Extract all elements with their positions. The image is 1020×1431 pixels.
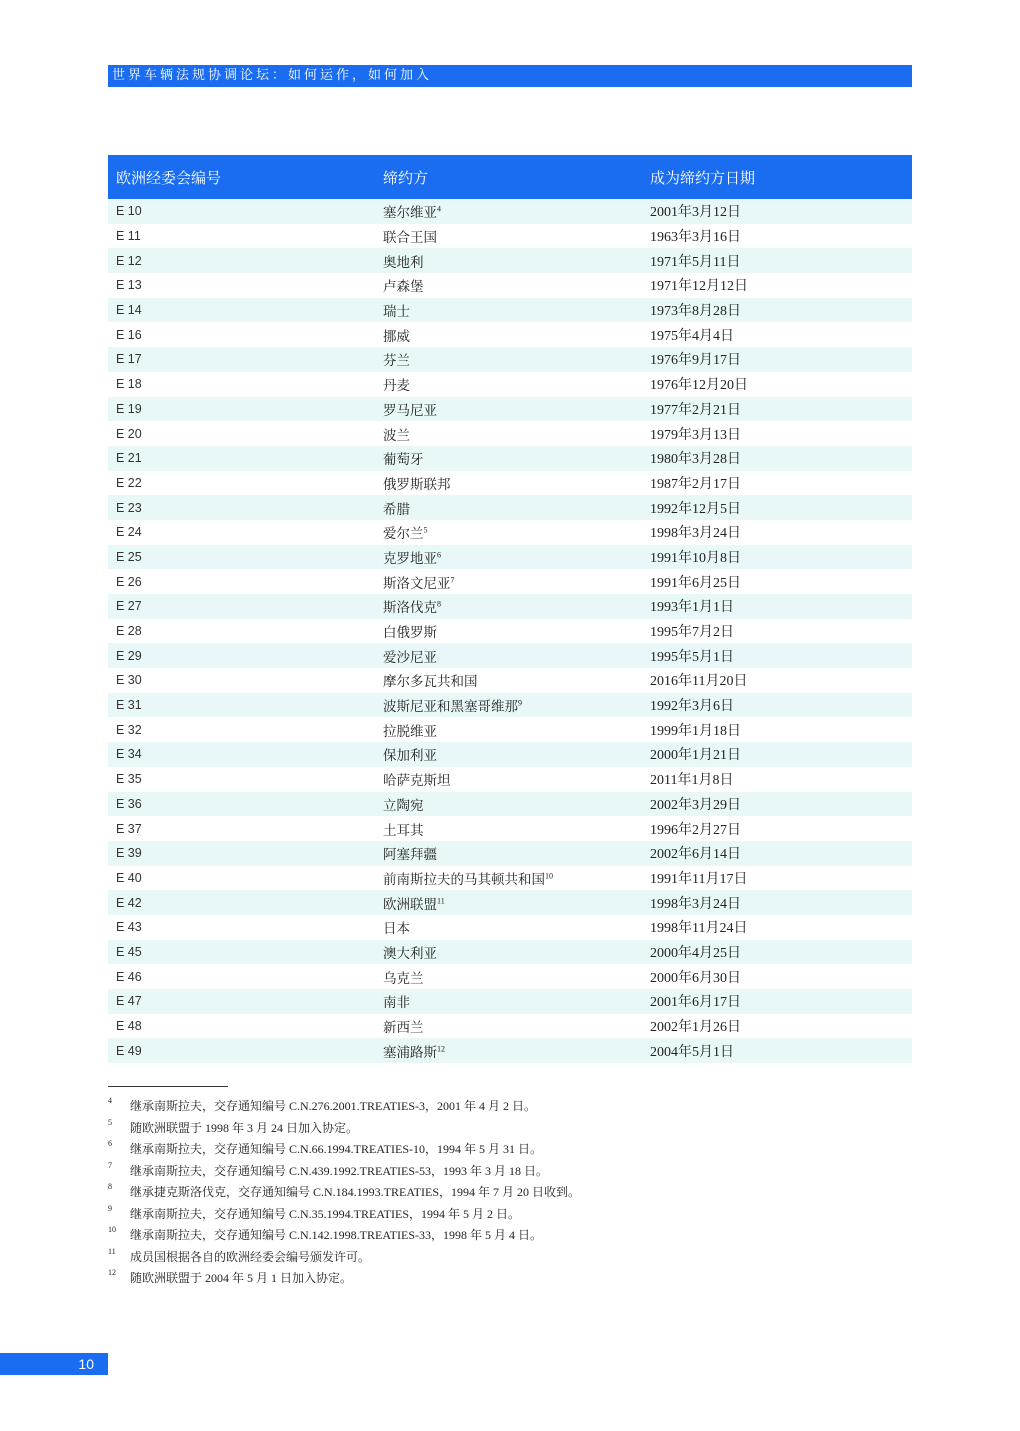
cell-date: 1991年10月8日	[650, 550, 741, 566]
cell-party	[375, 720, 642, 740]
cell-party	[375, 275, 642, 295]
cell-date: 1975年4月4日	[650, 328, 734, 344]
footnote-number: 5	[108, 1117, 112, 1127]
table-row	[108, 890, 912, 915]
footnote-number: 6	[108, 1139, 112, 1148]
footnote-text: 随欧洲联盟于 1998 年 3 月 24 日加入协定。	[130, 1120, 359, 1135]
cell-date: 1995年7月2日	[650, 625, 734, 641]
cell-code: E 12	[116, 253, 142, 268]
footnote-ref[interactable]: 8	[437, 599, 441, 609]
cell-party	[375, 967, 642, 987]
cell-date: 1976年9月17日	[650, 353, 741, 369]
cell-date: 1991年6月25日	[650, 575, 741, 591]
table-row	[108, 397, 912, 422]
table-row	[108, 248, 912, 273]
table-row	[108, 495, 912, 520]
party-name: 澳大利亚	[383, 945, 437, 962]
cell-date: 1973年8月28日	[650, 304, 741, 320]
cell-party	[375, 596, 642, 616]
party-name: 联合王国	[383, 230, 437, 247]
cell-date: 1992年3月6日	[650, 699, 734, 715]
party-name: 前南斯拉夫的马其顿共和国	[383, 871, 545, 888]
cell-code: E 17	[116, 352, 142, 367]
cell-code: E 48	[116, 1019, 142, 1034]
table-row	[108, 199, 912, 224]
cell-code: E 46	[116, 969, 142, 984]
party-name: 芬兰	[383, 353, 410, 370]
cell-code: E 21	[116, 451, 142, 466]
cell-date: 1998年11月24日	[650, 921, 748, 937]
footnotes	[108, 1095, 912, 1289]
cell-date: 1992年12月5日	[650, 501, 741, 517]
table-row	[108, 989, 912, 1014]
cell-date: 1998年3月24日	[650, 896, 741, 912]
party-name: 乌克兰	[383, 970, 424, 987]
party-name: 南非	[383, 995, 410, 1012]
table-row	[108, 569, 912, 594]
cell-code: E 27	[116, 599, 142, 614]
table-row	[108, 717, 912, 742]
footnote-number: 12	[108, 1268, 116, 1277]
table-row	[108, 841, 912, 866]
footnote-text: 继承南斯拉夫，交存通知编号 C.N.276.2001.TREATIES-3，2001 年 4 月 2 日。	[130, 1099, 536, 1114]
cell-date: 2001年6月17日	[650, 995, 741, 1011]
footnote-text: 继承南斯拉夫，交存通知编号 C.N.439.1992.TREATIES-53，1993 年 3 月 18 日。	[130, 1163, 548, 1178]
footnote	[108, 1117, 912, 1139]
cell-code: E 30	[116, 673, 142, 688]
party-name: 摩尔多瓦共和国	[383, 674, 478, 691]
party-name: 阿塞拜疆	[383, 847, 437, 864]
cell-date: 1999年1月18日	[650, 723, 741, 739]
cell-code: E 35	[116, 772, 142, 787]
cell-code: E 39	[116, 846, 142, 861]
table-row	[108, 792, 912, 817]
footnote-ref[interactable]: 6	[437, 550, 441, 560]
cell-party	[375, 1041, 642, 1061]
footnote-text: 成员国根据各自的欧洲经委会编号颁发许可。	[130, 1249, 371, 1264]
cell-code: E 14	[116, 303, 142, 318]
cell-code: E 10	[116, 204, 142, 219]
cell-code: E 18	[116, 377, 142, 392]
cell-code: E 42	[116, 895, 142, 910]
cell-date: 1977年2月21日	[650, 402, 741, 418]
cell-party	[375, 819, 642, 839]
table-row	[108, 693, 912, 718]
cell-code: E 20	[116, 426, 142, 441]
footnote	[108, 1160, 912, 1182]
table-row	[108, 964, 912, 989]
cell-code: E 24	[116, 525, 142, 540]
party-name: 斯洛伐克	[383, 600, 437, 617]
cell-date: 2004年5月1日	[650, 1044, 734, 1060]
party-name: 丹麦	[383, 378, 410, 395]
cell-date: 2002年3月29日	[650, 797, 741, 813]
table-row	[108, 298, 912, 323]
cell-party	[375, 917, 642, 937]
cell-party	[375, 893, 642, 913]
cell-party	[375, 522, 642, 542]
table-row	[108, 1014, 912, 1039]
party-name: 拉脱维亚	[383, 723, 437, 740]
cell-party	[375, 572, 642, 592]
party-name: 立陶宛	[383, 797, 424, 814]
footnote-text: 继承捷克斯洛伐克，交存通知编号 C.N.184.1993.TREATIES，1994 年 7 月 20 日收到。	[130, 1185, 581, 1200]
cell-date: 1996年2月27日	[650, 822, 741, 838]
table-row	[108, 816, 912, 841]
footnote-ref[interactable]: 9	[518, 698, 522, 708]
party-name: 土耳其	[383, 822, 424, 839]
table-row	[108, 1038, 912, 1063]
cell-code: E 32	[116, 722, 142, 737]
party-name: 挪威	[383, 328, 410, 345]
table-row	[108, 643, 912, 668]
party-name: 爱沙尼亚	[383, 649, 437, 666]
table-row	[108, 372, 912, 397]
table-row	[108, 545, 912, 570]
cell-code: E 34	[116, 747, 142, 762]
table-row	[108, 224, 912, 249]
cell-code: E 28	[116, 624, 142, 639]
table-row	[108, 742, 912, 767]
party-name: 葡萄牙	[383, 452, 424, 469]
table-row	[108, 421, 912, 446]
cell-party	[375, 349, 642, 369]
cell-party	[375, 621, 642, 641]
footnote-ref[interactable]: 5	[423, 525, 428, 535]
cell-date: 1995年5月1日	[650, 649, 734, 665]
cell-code: E 37	[116, 821, 142, 836]
footnote	[108, 1181, 912, 1203]
table-row	[108, 471, 912, 496]
cell-code: E 31	[116, 698, 142, 713]
cell-code: E 22	[116, 475, 142, 490]
table-row	[108, 619, 912, 644]
cell-date: 1980年3月28日	[650, 452, 741, 468]
cell-date: 1979年3月13日	[650, 427, 741, 443]
cell-code: E 40	[116, 870, 142, 885]
cell-code: E 23	[116, 500, 142, 515]
footnote-ref[interactable]: 12	[437, 1044, 445, 1054]
cell-party	[375, 498, 642, 518]
cell-date: 2016年11月20日	[650, 674, 748, 690]
footnote	[108, 1224, 912, 1246]
cell-date: 2011年1月8日	[650, 773, 734, 789]
cell-party	[375, 473, 642, 493]
party-name: 爱尔兰	[383, 526, 424, 543]
party-name: 瑞士	[383, 304, 410, 321]
party-name: 希腊	[383, 501, 410, 518]
cell-code: E 29	[116, 648, 142, 663]
cell-code: E 47	[116, 994, 142, 1009]
contracting-parties-table	[108, 155, 912, 1063]
footnote-ref[interactable]: 4	[437, 204, 441, 214]
footnote-number: 8	[108, 1182, 112, 1191]
table-row	[108, 273, 912, 298]
table-row	[108, 594, 912, 619]
party-name: 欧洲联盟	[383, 896, 437, 913]
party-name: 白俄罗斯	[383, 625, 437, 642]
party-name: 波斯尼亚和黑塞哥维那	[383, 699, 518, 716]
party-name: 日本	[383, 921, 410, 938]
cell-date: 2000年6月30日	[650, 970, 741, 986]
cell-party	[375, 646, 642, 666]
party-name: 斯洛文尼亚	[383, 575, 451, 592]
footnote	[108, 1203, 912, 1225]
cell-date: 1991年11月17日	[650, 871, 748, 887]
footnote-text: 继承南斯拉夫，交存通知编号 C.N.35.1994.TREATIES，1994 年 5 月 2 日。	[130, 1206, 521, 1221]
cell-code: E 11	[116, 229, 141, 244]
cell-party	[375, 942, 642, 962]
footnote-number: 9	[108, 1203, 112, 1213]
cell-date: 2000年4月25日	[650, 945, 741, 961]
cell-date: 2002年1月26日	[650, 1020, 741, 1036]
cell-party	[375, 547, 642, 567]
cell-party	[375, 251, 642, 271]
footnote-number: 11	[108, 1246, 116, 1256]
cell-date: 2002年6月14日	[650, 847, 741, 863]
cell-party	[375, 868, 642, 888]
cell-party	[375, 300, 642, 320]
table-row	[108, 347, 912, 372]
cell-party	[375, 794, 642, 814]
party-name: 塞尔维亚	[383, 205, 437, 222]
party-name: 塞浦路斯	[383, 1044, 437, 1061]
footnote-number: 10	[108, 1225, 116, 1234]
party-name: 俄罗斯联邦	[383, 476, 451, 493]
table-header	[108, 155, 912, 199]
cell-party	[375, 448, 642, 468]
table-row	[108, 520, 912, 545]
cell-party	[375, 670, 642, 690]
cell-party	[375, 399, 642, 419]
cell-code: E 49	[116, 1043, 142, 1058]
party-name: 波兰	[383, 427, 410, 444]
footnote	[108, 1267, 912, 1289]
footnote-ref[interactable]: 11	[437, 896, 445, 906]
footnote-number: 7	[108, 1160, 112, 1170]
table-row	[108, 767, 912, 792]
running-header: 世界车辆法规协调论坛：如何运作，如何加入	[108, 65, 912, 87]
page-number: 10	[0, 1353, 108, 1375]
table-row	[108, 866, 912, 891]
cell-code: E 36	[116, 796, 142, 811]
table-row	[108, 915, 912, 940]
cell-date: 1993年1月1日	[650, 600, 734, 616]
party-name: 卢森堡	[383, 279, 424, 296]
party-name: 克罗地亚	[383, 550, 437, 567]
cell-party	[375, 843, 642, 863]
cell-date: 2001年3月12日	[650, 205, 741, 221]
party-name: 哈萨克斯坦	[383, 773, 451, 790]
party-name: 罗马尼亚	[383, 402, 437, 419]
column-header-code: 欧洲经委会编号	[116, 168, 222, 187]
cell-date: 1976年12月20日	[650, 378, 748, 394]
cell-party	[375, 695, 642, 715]
cell-party	[375, 1016, 642, 1036]
footnote	[108, 1138, 912, 1160]
party-name: 保加利亚	[383, 748, 437, 765]
cell-code: E 25	[116, 549, 142, 564]
cell-code: E 45	[116, 944, 142, 959]
table-row	[108, 668, 912, 693]
cell-code: E 26	[116, 574, 142, 589]
table-row	[108, 322, 912, 347]
cell-party	[375, 744, 642, 764]
column-header-party: 缔约方	[383, 168, 429, 187]
cell-party	[375, 201, 642, 221]
cell-party	[375, 325, 642, 345]
cell-code: E 43	[116, 920, 142, 935]
cell-date: 1987年2月17日	[650, 476, 741, 492]
table-row	[108, 446, 912, 471]
cell-code: E 19	[116, 401, 142, 416]
table-row	[108, 940, 912, 965]
footnote-ref[interactable]: 10	[545, 871, 553, 881]
cell-party	[375, 769, 642, 789]
cell-party	[375, 374, 642, 394]
cell-party	[375, 991, 642, 1011]
footnote-text: 随欧洲联盟于 2004 年 5 月 1 日加入协定。	[130, 1271, 353, 1286]
cell-party	[375, 424, 642, 444]
party-name: 新西兰	[383, 1020, 424, 1037]
cell-party	[375, 226, 642, 246]
footnote-divider	[108, 1086, 228, 1087]
column-header-date: 成为缔约方日期	[650, 168, 756, 187]
cell-date: 1971年5月11日	[650, 254, 741, 270]
cell-date: 2000年1月21日	[650, 748, 741, 764]
footnote-ref[interactable]: 7	[450, 575, 455, 585]
cell-code: E 13	[116, 278, 142, 293]
cell-code: E 16	[116, 327, 142, 342]
cell-date: 1971年12月12日	[650, 279, 748, 295]
cell-date: 1963年3月16日	[650, 230, 741, 246]
table-body	[108, 199, 912, 1063]
footnote	[108, 1095, 912, 1117]
footnote-number: 4	[108, 1096, 112, 1105]
footnote-text: 继承南斯拉夫，交存通知编号 C.N.142.1998.TREATIES-33，1998 年 5 月 4 日。	[130, 1228, 542, 1243]
footnote-text: 继承南斯拉夫，交存通知编号 C.N.66.1994.TREATIES-10，1994 年 5 月 31 日。	[130, 1142, 542, 1157]
cell-date: 1998年3月24日	[650, 526, 741, 542]
footnote	[108, 1246, 912, 1268]
party-name: 奥地利	[383, 254, 424, 271]
